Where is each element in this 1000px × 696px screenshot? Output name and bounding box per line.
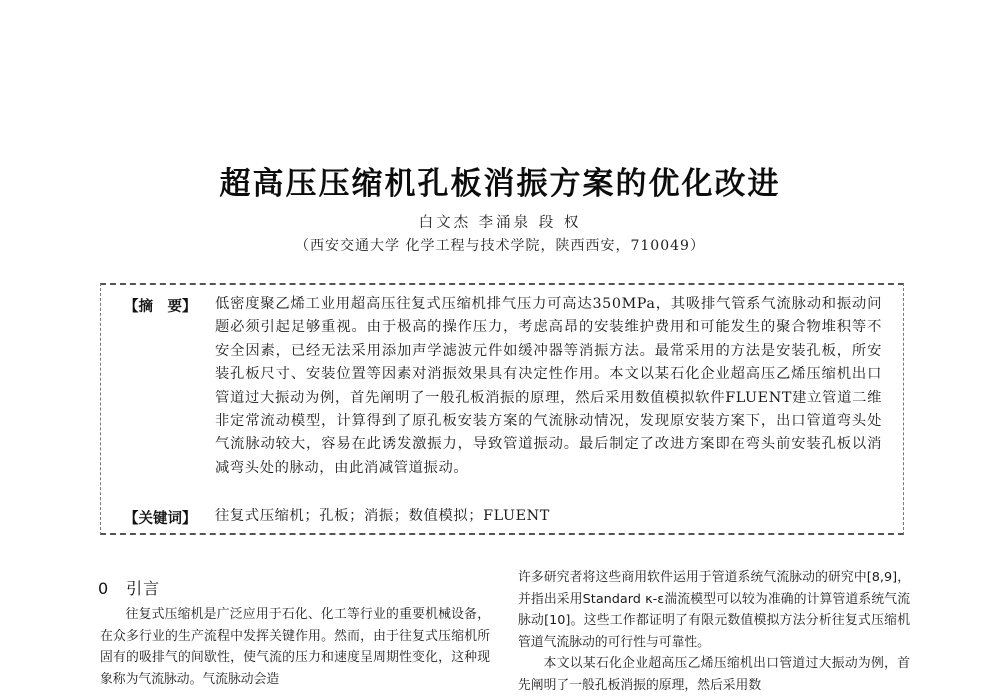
abstract-label: 【摘 要】 bbox=[124, 299, 197, 315]
body-paragraph: 本文以某石化企业超高压乙烯压缩机出口管道过大振动为例，首先阐明了一般孔板消振的原理，然后采用数 bbox=[518, 656, 910, 693]
authors: 白文杰 李涌泉 段 权 bbox=[418, 215, 582, 231]
right-column bbox=[518, 567, 910, 696]
left-column bbox=[100, 604, 490, 690]
keywords-text: 往复式压缩机；孔板；消振；数值模拟；FLUENT bbox=[215, 508, 550, 524]
keywords-label: 【关键词】 bbox=[124, 511, 197, 527]
body-paragraph: 往复式压缩机是广泛应用于石化、化工等行业的重要机械设备，在众多行业的生产流程中发挥关键作用。然而，由于往复式压缩机所固有的吸排气的间歇性，使气流的压力和速度呈周期性变化，这种现象称为气流脉动。气流脉动会造 bbox=[100, 607, 490, 687]
paper-title: 超高压压缩机孔板消振方案的优化改进 bbox=[219, 166, 781, 202]
abstract-text: 低密度聚乙烯工业用超高压往复式压缩机排气压力可高达350MPa，其吸排气管系气流脉动和振动问题必须引起足够重视。由于极高的操作压力，考虑高昂的安装维护费用和可能发生的聚合物堆积等不安全因素，已经无法采用添加声学滤波元件如缓冲器等消振方法。最常采用的方法是安装孔板，所安装孔板尺寸、安装位置等因素对消振效果具有决定性作用。本文以某石化企业超高压乙烯压缩机出口管道过大振动为例，首先阐明了一般孔板消振的原理，然后采用数值模拟软件FLUENT建立管道二维非定常流动模型，计算得到了原孔板安装方案的气流脉动情况，发现原安装方案下，出口管道弯头处气流脉动较大，容易在此诱发激振力，导致管道振动。最后制定了改进方案即在弯头前安装孔板以消减弯头处的脉动，由此消减管道振动。 bbox=[215, 296, 882, 476]
body-paragraph: 许多研究者将这些商用软件运用于管道系统气流脉动的研究中[8,9]，并指出采用Standard κ-ε湍流模型可以较为准确的计算管道系统气流脉动[10]。这些工作都证明了有限元数值模拟方法分析往复式压缩机管道气流脉动的可行性与可靠性。 bbox=[518, 570, 910, 650]
affiliation: （西安交通大学 化学工程与技术学院，陕西西安，710049） bbox=[295, 238, 705, 254]
section-heading: 0 引言 bbox=[98, 579, 161, 598]
